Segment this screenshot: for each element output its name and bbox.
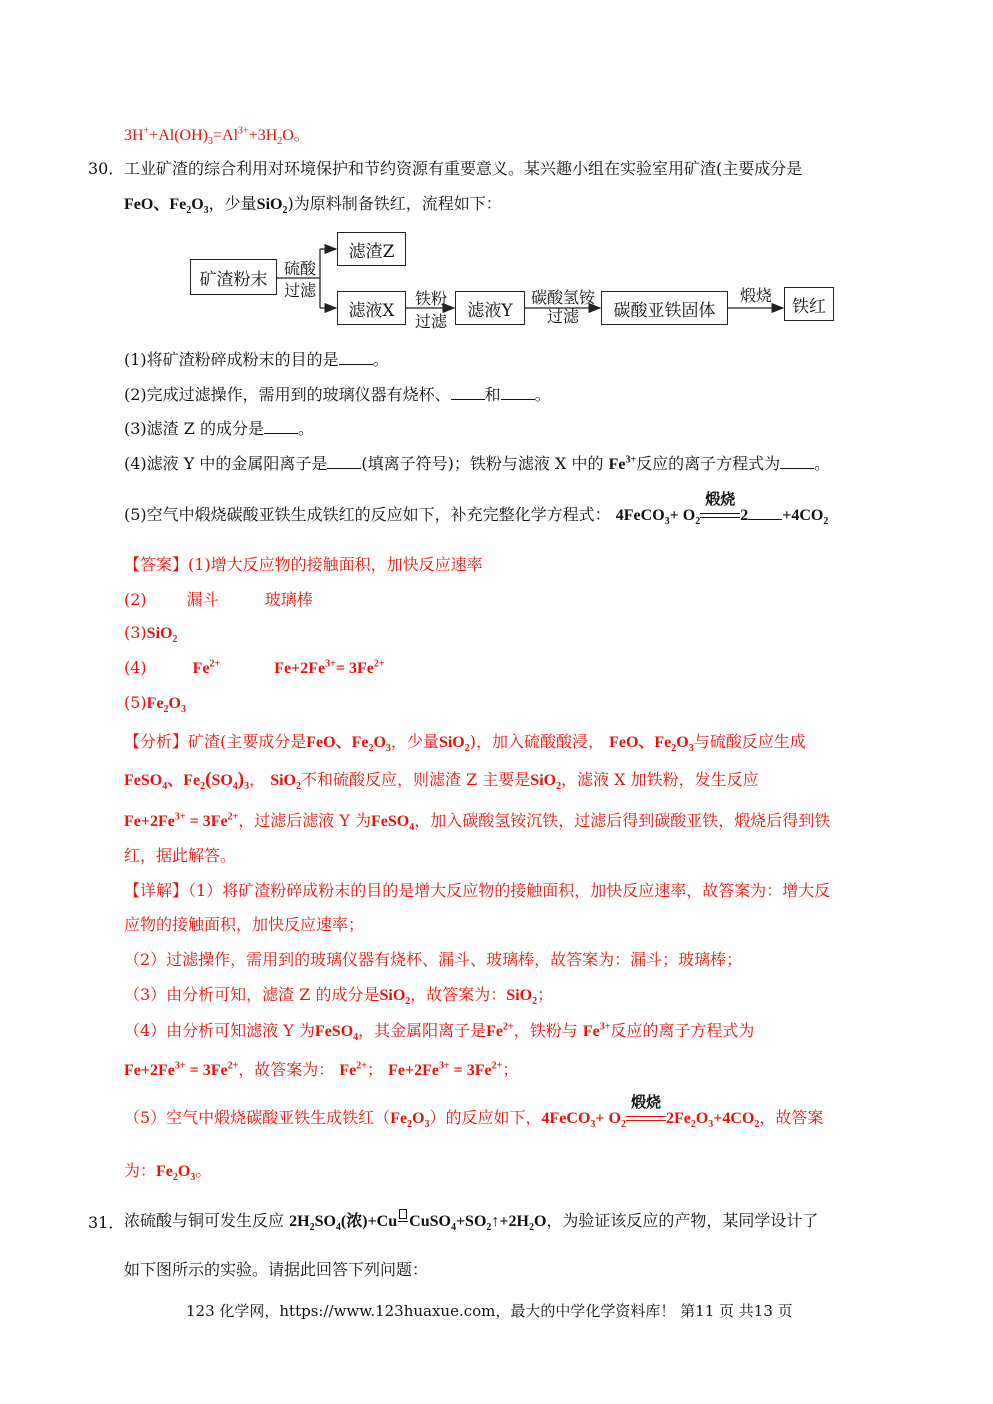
label-filter-1: 过滤 [283,281,316,300]
label-calcine: 煅烧 [739,286,772,305]
answer-5: $(5)Fe_2O_3$ [124,693,186,716]
question-30-stem-line2: FeO、$Fe_2O_3$，少量SiO$_2$)为原料制备铁红，流程如下： [124,194,502,217]
condition-calcine-2: 煅烧 [626,1108,666,1127]
detail-line1: 【详解】（1）将矿渣粉碎成粉末的目的是增大反应物的接触面积，加快反应速率，故答案为：增大反 [124,881,831,900]
sub-question-2: (2)完成过滤操作，需用到的玻璃仪器有烧杯、 和 。 [124,385,551,404]
question-31-line2: 如下图所示的实验。请据此回答下列问题： [124,1260,429,1279]
question-31-line1: 浓硫酸与铜可发生反应 $2H_2SO_4$(浓)+Cu $CuSO_4+SO_2↑+2H_2O$，为验证该反应的产物，某同学设计了 [124,1211,819,1234]
analysis-line3: $Fe+2Fe^{3+} = 3Fe^{2+}$，过滤后滤液 Y 为FeSO$_4$，加入碳酸氢铵沉铁，过滤后得到碳酸亚铁，煅烧后得到铁 [124,811,831,834]
analysis-line1: 【分析】矿渣(主要成分是FeO、$Fe_2O_3$，少量SiO$_2$)，加入硫酸酸浸， FeO、$Fe_2O_3$与硫酸反应生成 [124,732,806,755]
analysis-line4: 红，据此解答。 [124,846,237,865]
box-filtrate-y: 滤液Y [455,291,525,325]
question-30-number: 30． [88,159,125,178]
box-filtrate-x: 滤液X [337,291,406,325]
detail-line3: （2）过滤操作，需用到的玻璃仪器有烧杯、漏斗、玻璃棒，故答案为：漏斗；玻璃棒； [124,950,743,969]
sub-question-1: (1)将矿渣粉碎成粉末的目的是 。 [124,350,389,369]
question-31-number: 31． [88,1213,125,1232]
condition-calcine: 煅烧 [700,505,740,524]
detail-line6: $Fe+2Fe^{3+} = 3Fe^{2+}$，故答案为： $Fe^{2+}$； $Fe+2Fe^{3+} = 3Fe^{2+}$； [124,1060,519,1079]
sub-question-3: (3)滤渣 Z 的成分是 。 [124,419,314,438]
page-footer: 123 化学网，https://www.123huaxue.com，最大的中学化学资料库！ 第11 页 共13 页 [186,1302,793,1320]
sub-question-5: (5)空气中煅烧碳酸亚铁生成铁红的反应如下，补充完整化学方程式： 4FeCO$_3$+ $O_2$ 煅烧 $2 +4CO_2$ [124,490,829,528]
detail-line4: （3）由分析可知，滤渣 Z 的成分是SiO$_2$，故答案为：SiO$_2$； [124,985,554,1008]
label-iron-powder: 铁粉 [414,289,447,308]
analysis-line2: FeSO$_4$、$Fe_2(SO_4)_3$， SiO$_2$不和硫酸反应，则滤渣 Z 主要是SiO$_2$，滤液 X 加铁粉，发生反应 [124,769,759,793]
previous-answer-equation: $3H^++Al(OH)_3=Al^{3+}+3H_2O$。 [124,125,310,148]
label-filter-2: 过滤 [414,312,447,331]
detail-line7: （5）空气中煅烧碳酸亚铁生成铁红$(Fe_2O_3)$的反应如下，4FeCO$_3$+ $O_2$ 煅烧 $2Fe_2O_3+4CO_2$，故答案 [124,1093,824,1131]
answer-3: (3)SiO$_2$ [124,623,178,646]
answer-1: 【答案】(1)增大反应物的接触面积，加快反应速率 [124,555,483,574]
label-sulfuric-acid: 硫酸 [283,259,316,278]
box-ferrous-carbonate: 碳酸亚铁固体 [601,291,728,325]
box-ore-powder: 矿渣粉末 [190,259,277,295]
detail-line2: 应物的接触面积，加快反应速率； [124,915,365,934]
answer-2: (2) 漏斗 玻璃棒 [124,590,313,609]
label-ammonium-bicarbonate: 碳酸氢铵 [530,288,595,307]
sub-question-4: (4)滤液 Y 中的金属阳离子是 (填离子符号)；铁粉与滤液 X 中的 $Fe^{3+}$反应的离子方程式为 。 [124,454,831,473]
detail-line8: 为：$Fe_2O_3$。 [124,1161,212,1184]
box-residue-z: 滤渣Z [337,232,406,266]
label-filter-3: 过滤 [546,307,579,326]
box-iron-red: 铁红 [784,287,834,321]
question-30-stem-line1: 工业矿渣的综合利用对环境保护和节约资源有重要意义。某兴趣小组在实验室用矿渣(主要成分是 [124,159,803,178]
detail-line5: （4）由分析可知滤液 Y 为FeSO$_4$，其金属阳离子是$Fe^{2+}$，铁粉与 $Fe^{3+}$反应的离子方程式为 [124,1021,755,1044]
answer-4: (4) $Fe^{2+}$ $Fe+2Fe^{3+}= 3Fe^{2+}$ [124,658,385,677]
